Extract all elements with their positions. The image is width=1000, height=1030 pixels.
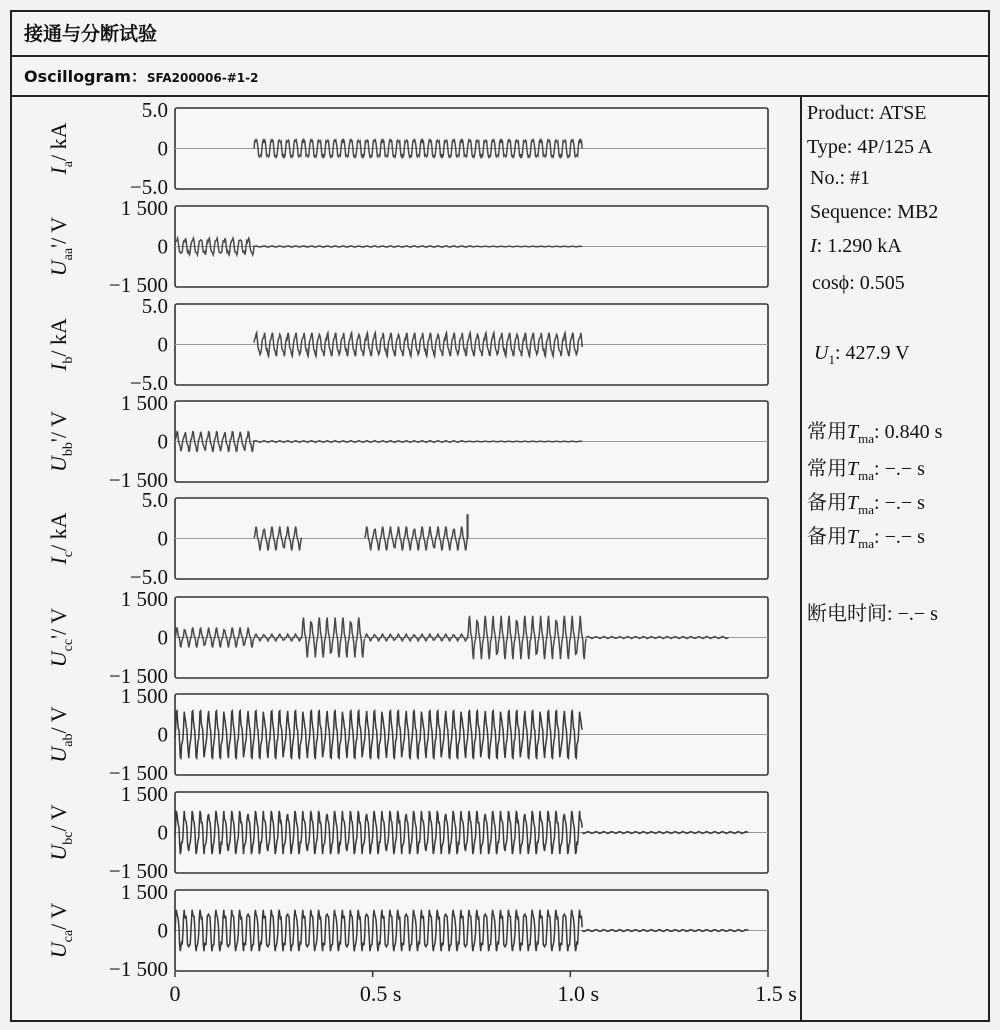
current-value: 1.290 kA	[827, 235, 902, 257]
y-tick-label: 0	[157, 918, 168, 943]
report-title: 接通与分断试验	[12, 12, 988, 57]
type-value: 4P/125 A	[857, 136, 933, 158]
oscillogram-label: Oscillogram：	[24, 67, 147, 86]
transfer-time-line-4: 备用$T_{ma}$: −.− s	[807, 526, 925, 551]
y-tick-label: −1 500	[108, 957, 168, 981]
transfer-time-line-3: 备用$T_{ma}$: −.− s	[807, 492, 925, 517]
y-tick-label: 1 500	[120, 587, 168, 611]
y-axis-label-Ib: $I_b/$ kA	[46, 318, 76, 371]
product-value: ATSE	[878, 102, 927, 124]
x-tick-label: 1.5 s	[755, 981, 797, 1006]
transfer-time-prefix: 常用	[807, 421, 847, 443]
y-axis-label-Ucc': $U_{cc}'/$ V	[46, 607, 76, 668]
current-symbol: I	[810, 235, 817, 257]
voltage-subscript: 1	[828, 352, 835, 367]
product-label: Product:	[807, 102, 875, 124]
transfer-time-subscript: ma	[858, 468, 875, 483]
transfer-time-prefix: 备用	[807, 492, 847, 514]
x-tick-label: 0	[169, 981, 181, 1006]
y-axis-label-Uab: $U_{ab}/$ V	[46, 706, 76, 763]
y-tick-label: −5.0	[129, 175, 168, 199]
y-tick-label: 1 500	[120, 684, 168, 708]
transfer-time-value: −.− s	[884, 526, 925, 548]
y-axis-label-Ia: $I_a/$ kA	[46, 122, 76, 175]
transfer-time-prefix: 备用	[807, 526, 847, 548]
voltage-symbol: U	[814, 342, 829, 364]
y-tick-label: 1 500	[120, 391, 168, 415]
y-tick-label: 0	[157, 332, 168, 357]
transfer-time-subscript: ma	[858, 502, 875, 517]
y-tick-label: 0	[157, 136, 168, 161]
number-label: No.:	[810, 167, 845, 189]
transfer-time-line-1: 常用$T_{ma}$: 0.840 s	[807, 421, 943, 446]
y-tick-label: 5.0	[141, 488, 168, 512]
y-axis-label-Uca: $U_{ca}/$ V	[46, 902, 76, 959]
y-tick-label: 0	[157, 429, 168, 454]
y-tick-label: 0	[157, 625, 168, 650]
y-tick-label: −1 500	[108, 664, 168, 688]
transfer-time-symbol: T	[847, 458, 859, 480]
transfer-time-value: 0.840 s	[884, 421, 943, 443]
y-tick-label: −5.0	[129, 565, 168, 589]
y-tick-label: −5.0	[129, 371, 168, 395]
y-tick-label: 0	[157, 526, 168, 551]
transfer-time-subscript: ma	[858, 536, 875, 551]
transfer-time-value: −.− s	[884, 492, 925, 514]
x-tick-label: 1.0 s	[557, 981, 600, 1006]
y-tick-label: 0	[157, 820, 168, 845]
y-tick-label: −1 500	[108, 468, 168, 492]
y-tick-label: 0	[157, 722, 168, 747]
number-value: #1	[850, 167, 870, 189]
power-factor-label: cosϕ:	[812, 272, 855, 294]
y-tick-label: −1 500	[108, 761, 168, 785]
y-tick-label: 1 500	[120, 880, 168, 904]
transfer-time-line-2: 常用$T_{ma}$: −.− s	[807, 458, 925, 483]
y-tick-label: 5.0	[141, 294, 168, 318]
transfer-time-prefix: 常用	[807, 458, 847, 480]
sequence-label: Sequence:	[810, 201, 893, 223]
transfer-time-subscript: ma	[858, 431, 875, 446]
sequence-value: MB2	[897, 201, 939, 223]
y-tick-label: −1 500	[108, 273, 168, 297]
transfer-time-symbol: T	[847, 526, 859, 548]
voltage-line: $U_1$: 427.9 V	[814, 342, 910, 367]
transfer-time-value: −.− s	[884, 458, 925, 480]
y-tick-label: 1 500	[120, 196, 168, 220]
voltage-value: 427.9 V	[845, 342, 910, 364]
type-label: Type:	[807, 136, 853, 158]
transfer-time-symbol: T	[847, 492, 859, 514]
y-tick-label: 0	[157, 234, 168, 259]
y-tick-label: −1 500	[108, 859, 168, 883]
outage-time-value: −.− s	[897, 603, 938, 625]
y-axis-label-Ic: $I_c/$ kA	[46, 512, 76, 565]
y-axis-label-Ubc: $U_{bc}/$ V	[46, 804, 76, 861]
power-factor-value: 0.505	[859, 272, 905, 294]
transfer-time-symbol: T	[847, 421, 859, 443]
oscillogram-code: SFA200006-#1-2	[146, 71, 259, 85]
waveform-Ubb'-segment	[464, 441, 583, 442]
y-axis-label-Uaa': $U_{aa}'/$ V	[46, 216, 76, 277]
y-tick-label: 5.0	[141, 98, 168, 122]
y-tick-label: 1 500	[120, 782, 168, 806]
outage-time-label: 断电时间:	[807, 603, 893, 625]
x-tick-label: 0.5 s	[359, 981, 402, 1006]
y-axis-label-Ubb': $U_{bb}'/$ V	[46, 411, 76, 472]
current-line: I: 1.290 kA	[810, 235, 902, 257]
